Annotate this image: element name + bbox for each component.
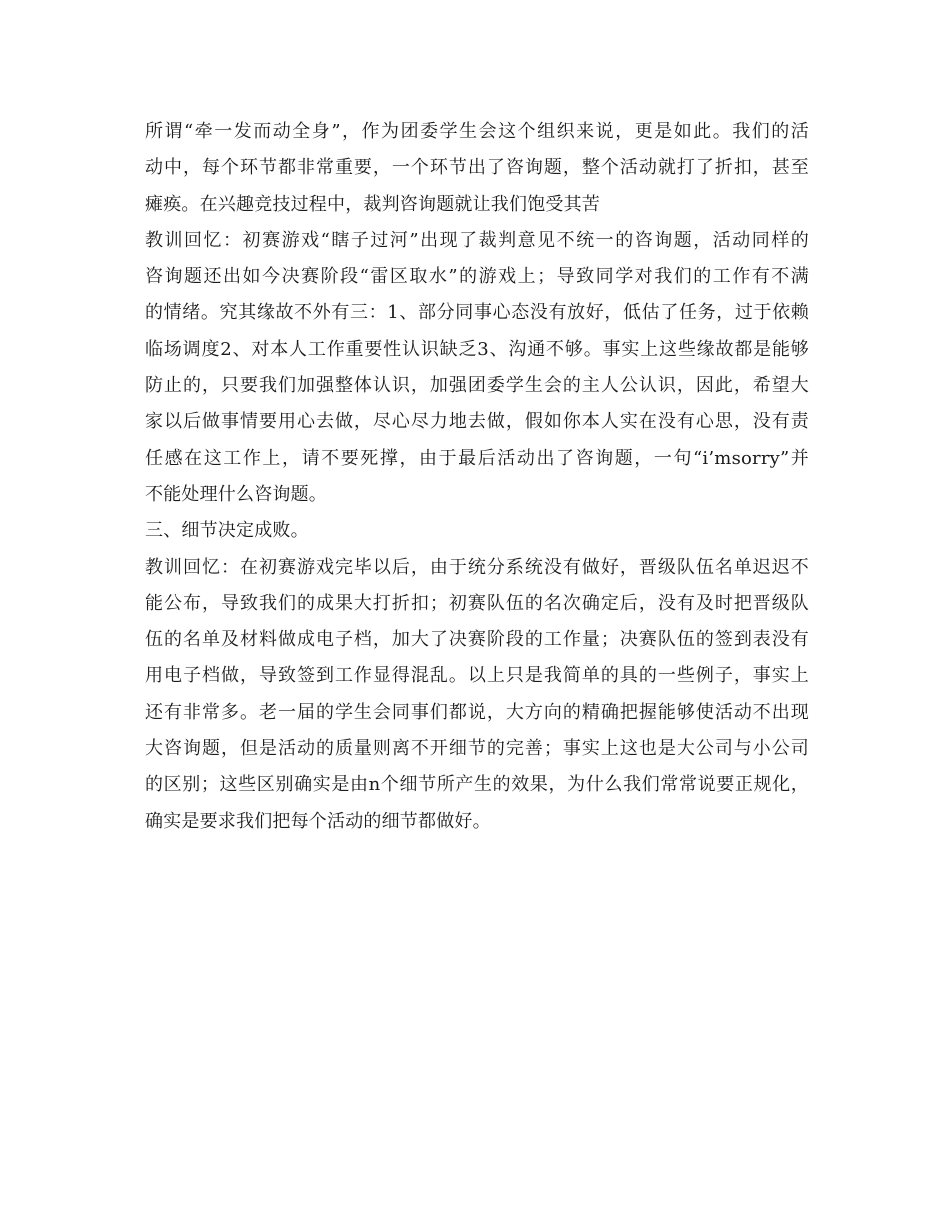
text-line: 大咨询题，但是活动的质量则离不开细节的完善；事实上这也是大公司与小公司 — [145, 738, 809, 760]
text-line: 还有非常多。老一届的学生会同事们都说，大方向的精确把握能够使活动不出现 — [145, 701, 809, 723]
text-line: 的区别；这些区别确实是由n个细节所产生的效果，为什么我们常常说要正规化， — [145, 774, 809, 796]
text-line: 用电子档做，导致签到工作显得混乱。以上只是我简单的具的一些例子，事实上 — [145, 665, 809, 687]
text-line: 教训回忆：初赛游戏“瞎子过河”出现了裁判意见不统一的咨询题，活动同样的 — [145, 229, 809, 251]
text-line: 所谓“牵一发而动全身”，作为团委学生会这个组织来说，更是如此。我们的活 — [145, 121, 809, 142]
document-body — [145, 114, 809, 840]
text-line: 的情绪。究其缘故不外有三：1、部分同事心态没有放好，低估了任务，过于依赖 — [145, 302, 809, 324]
text-line: 能公布，导致我们的成果大打折扣；初赛队伍的名次确定后，没有及时把晋级队 — [145, 592, 809, 614]
text-line: 动中，每个环节都非常重要，一个环节出了咨询题，整个活动就打了折扣，甚至 — [145, 157, 809, 179]
text-line: 瘫痪。在兴趣竞技过程中，裁判咨询题就让我们饱受其苦 — [145, 193, 600, 215]
text-line: 临场调度2、对本人工作重要性认识缺乏3、沟通不够。事实上这些缘故都是能够 — [145, 338, 809, 360]
text-line: 伍的名单及材料做成电子档，加大了决赛阶段的工作量；决赛队伍的签到表没有 — [145, 629, 809, 651]
text-line: 不能处理什么咨询题。 — [145, 483, 327, 505]
text-line: 任感在这工作上，请不要死撑，由于最后活动出了咨询题，一句“i’msorry”并 — [145, 447, 809, 469]
text-line: 防止的，只要我们加强整体认识，加强团委学生会的主人公认识，因此，希望大 — [145, 375, 809, 397]
text-line: 家以后做事情要用心去做，尽心尽力地去做，假如你本人实在没有心思，没有责 — [145, 411, 809, 433]
text-line: 咨询题还出如今决赛阶段“雷区取水”的游戏上；导致同学对我们的工作有不满 — [145, 266, 809, 288]
text-line: 教训回忆：在初赛游戏完毕以后，由于统分系统没有做好，晋级队伍名单迟迟不 — [145, 556, 809, 578]
text-line: 确实是要求我们把每个活动的细节都做好。 — [145, 810, 491, 832]
section-heading: 三、细节决定成败。 — [145, 520, 309, 542]
